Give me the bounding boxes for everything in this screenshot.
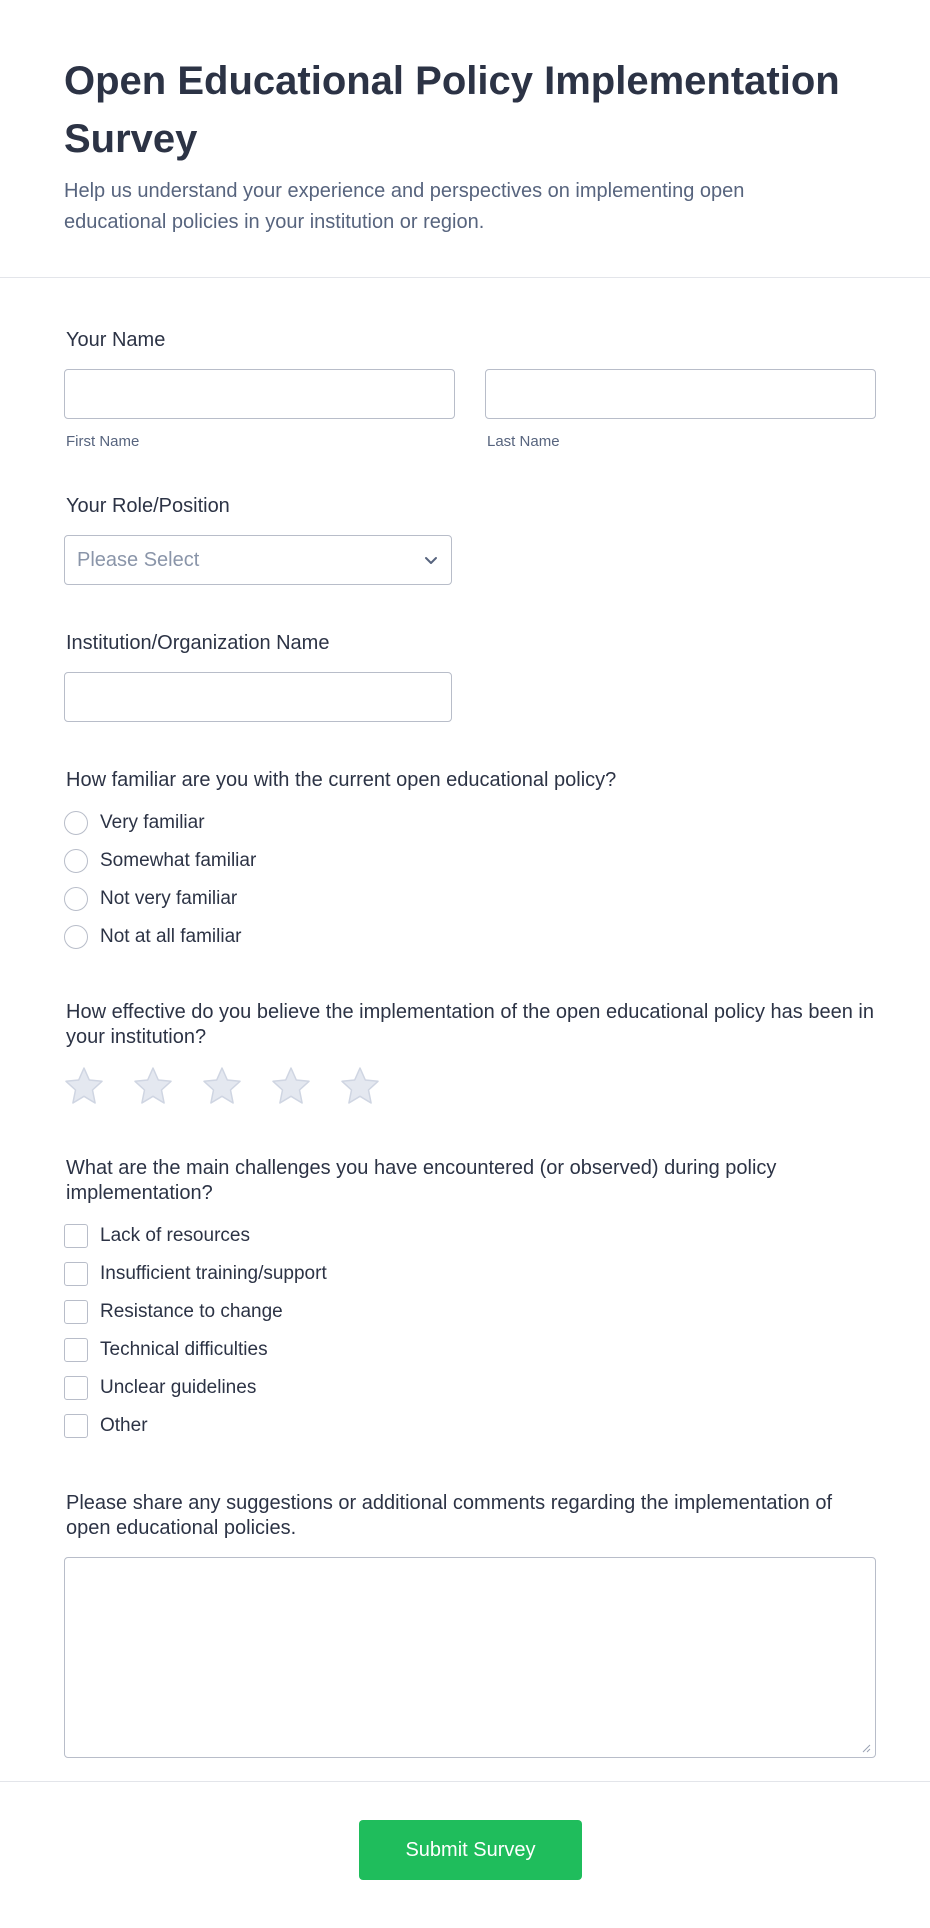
- star-icon[interactable]: [340, 1066, 380, 1106]
- familiarity-question: How familiar are you with the current open educational policy?: [66, 769, 617, 791]
- challenge-option-label: Lack of resources: [100, 1225, 250, 1246]
- comments-textarea[interactable]: [64, 1557, 876, 1758]
- name-field: [64, 278, 876, 450]
- submit-button[interactable]: Submit Survey: [359, 1820, 582, 1880]
- role-label: Your Role/Position: [66, 495, 230, 517]
- page-subtitle: Help us understand your experience and perspectives on implementing open educational policies in your institution or region.: [64, 180, 745, 233]
- familiarity-option-label: Not very familiar: [100, 888, 238, 909]
- checkbox[interactable]: [64, 1338, 88, 1362]
- familiarity-option-label: Somewhat familiar: [100, 850, 257, 871]
- effectiveness-field: [64, 956, 876, 1106]
- form-header: [0, 0, 930, 278]
- first-name-input[interactable]: [64, 369, 455, 419]
- effectiveness-question: How effective do you believe the implementation of the open educational policy has been in your institution?: [66, 1001, 874, 1048]
- familiarity-option[interactable]: [64, 804, 876, 842]
- challenges-field: [64, 1106, 876, 1445]
- last-name-sublabel: Last Name: [487, 433, 560, 450]
- familiarity-option[interactable]: [64, 842, 876, 880]
- radio-button[interactable]: [64, 887, 88, 911]
- checkbox[interactable]: [64, 1262, 88, 1286]
- institution-input[interactable]: [64, 672, 452, 722]
- familiarity-option[interactable]: [64, 880, 876, 918]
- star-icon[interactable]: [202, 1066, 242, 1106]
- institution-label: Institution/Organization Name: [66, 632, 330, 654]
- challenge-option[interactable]: [64, 1407, 876, 1445]
- challenge-option-label: Unclear guidelines: [100, 1377, 257, 1398]
- challenge-option-label: Insufficient training/support: [100, 1263, 327, 1284]
- chevron-down-icon: [423, 552, 439, 568]
- challenge-option[interactable]: [64, 1255, 876, 1293]
- radio-button[interactable]: [64, 811, 88, 835]
- name-label: Your Name: [66, 329, 166, 351]
- role-select[interactable]: [64, 535, 452, 585]
- challenge-option[interactable]: [64, 1217, 876, 1255]
- challenge-option-label: Resistance to change: [100, 1301, 283, 1322]
- checkbox[interactable]: [64, 1414, 88, 1438]
- familiarity-field: [64, 722, 876, 956]
- radio-button[interactable]: [64, 849, 88, 873]
- star-icon[interactable]: [64, 1066, 104, 1106]
- first-name-column: [64, 369, 455, 450]
- survey-form: [0, 278, 930, 1758]
- checkbox[interactable]: [64, 1376, 88, 1400]
- challenges-question: What are the main challenges you have encountered (or observed) during policy implementation?: [66, 1157, 777, 1204]
- page-title: Open Educational Policy Implementation Survey: [64, 59, 840, 161]
- challenge-option-label: Technical difficulties: [100, 1339, 268, 1360]
- familiarity-options: [64, 804, 876, 956]
- challenge-option[interactable]: [64, 1369, 876, 1407]
- challenge-option[interactable]: [64, 1293, 876, 1331]
- role-select-value: Please Select: [77, 548, 200, 571]
- radio-button[interactable]: [64, 925, 88, 949]
- role-field: [64, 450, 876, 585]
- form-footer: [0, 1781, 930, 1928]
- challenge-option[interactable]: [64, 1331, 876, 1369]
- institution-field: [64, 585, 876, 722]
- challenges-options: [64, 1217, 876, 1445]
- name-row: [64, 369, 876, 450]
- last-name-column: [485, 369, 876, 450]
- star-icon[interactable]: [271, 1066, 311, 1106]
- last-name-input[interactable]: [485, 369, 876, 419]
- first-name-sublabel: First Name: [66, 433, 140, 450]
- challenge-option-label: Other: [100, 1415, 148, 1436]
- resize-handle-icon[interactable]: [861, 1743, 871, 1753]
- familiarity-option[interactable]: [64, 918, 876, 956]
- comments-question: Please share any suggestions or additional comments regarding the implementation of open educational policies.: [66, 1492, 832, 1539]
- familiarity-option-label: Not at all familiar: [100, 926, 242, 947]
- star-rating: [64, 1066, 876, 1106]
- comments-field: [64, 1445, 876, 1758]
- checkbox[interactable]: [64, 1224, 88, 1248]
- star-icon[interactable]: [133, 1066, 173, 1106]
- checkbox[interactable]: [64, 1300, 88, 1324]
- familiarity-option-label: Very familiar: [100, 812, 205, 833]
